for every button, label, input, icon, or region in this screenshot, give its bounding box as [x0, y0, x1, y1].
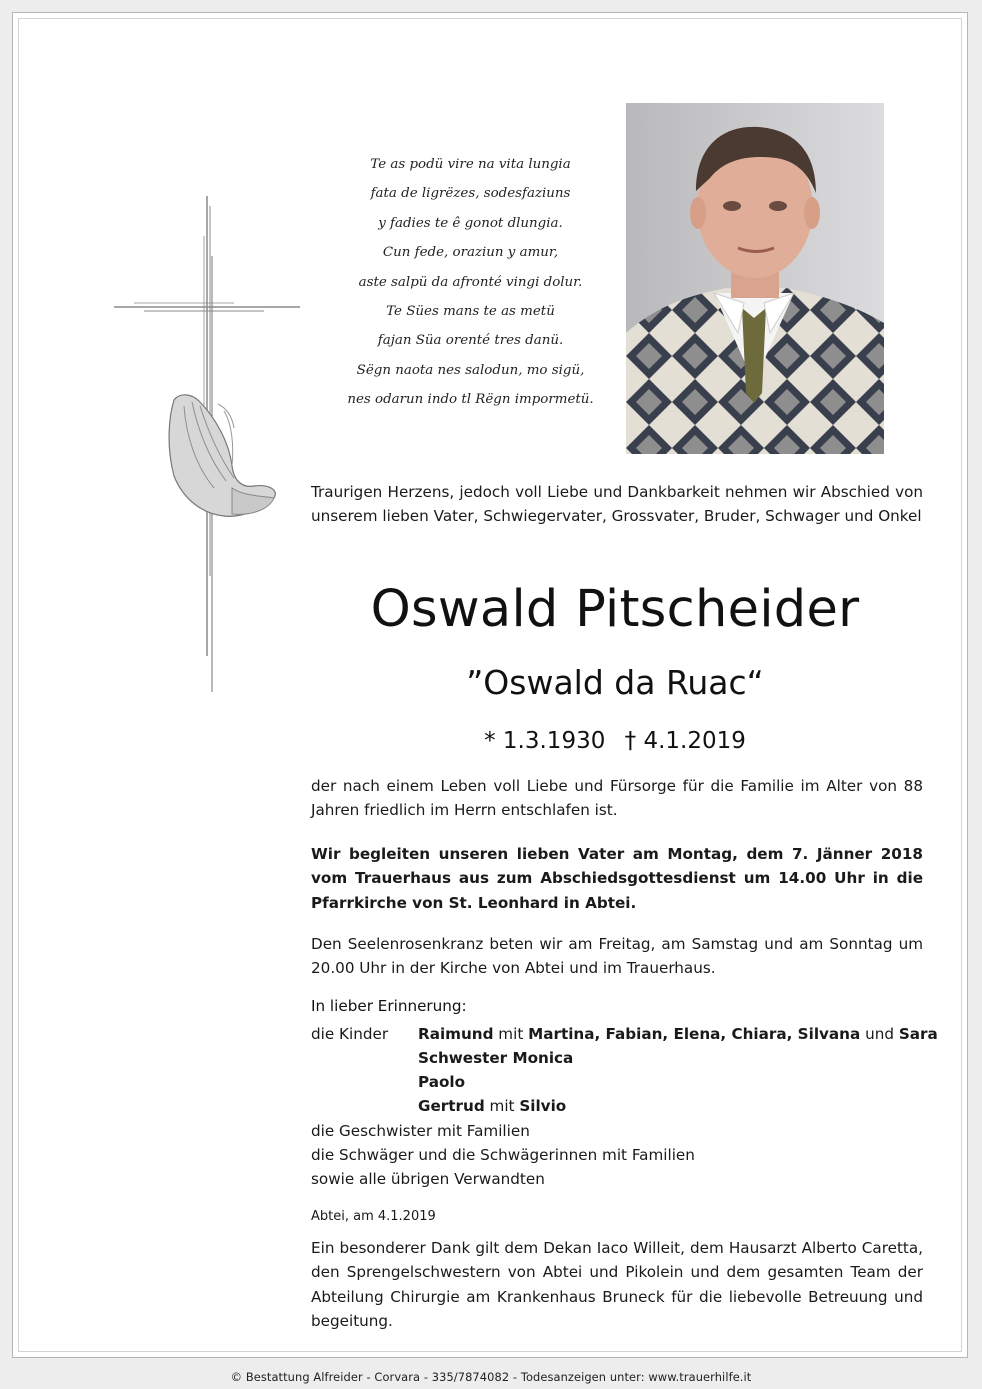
connector-text: mit	[493, 1025, 529, 1043]
deceased-name: Oswald Pitscheider	[370, 580, 860, 639]
children-label: die Kinder	[311, 1025, 389, 1043]
death-date: † 4.1.2019	[624, 728, 746, 754]
children-line	[418, 1073, 465, 1091]
cross-icon	[114, 196, 300, 692]
poem	[338, 150, 603, 415]
intro-text: Traurigen Herzens, jedoch voll Liebe und Dankbarkeit nehmen wir Abschied von unserem lieben Vater, Schwiegervater, Grossvater, Bruder, Schwager und Onkel	[311, 483, 923, 526]
family-name: Martina, Fabian, Elena, Chiara, Silvana	[528, 1025, 861, 1043]
memory-title: In lieber Erinnerung:	[311, 997, 467, 1015]
footer-copyright: © Bestattung Alfreider - Corvara - 335/7874082 - Todesanzeigen unter: www.trauerhilfe.it	[230, 1370, 752, 1384]
poem-line: Te Sües mans te as metü	[386, 304, 555, 320]
children-line	[418, 1097, 566, 1115]
relatives-line: die Geschwister mit Familien	[311, 1122, 530, 1140]
poem-line: fajan Süa orenté tres danü.	[377, 333, 564, 349]
funeral-text: Wir begleiten unseren lieben Vater am Montag, dem 7. Jänner 2018 vom Trauerhaus aus zum Abschiedsgottesdienst um 14.00 Uhr in die Pfarrkirche von St. Leonhard in Abtei.	[311, 845, 923, 912]
praying-hands-icon	[169, 395, 275, 517]
deceased-nickname: ”Oswald da Ruac“	[466, 663, 764, 702]
birth-date: * 1.3.1930	[484, 728, 606, 754]
rosary-text: Den Seelenrosenkranz beten wir am Freitag, am Samstag und am Sonntag um 20.00 Uhr in der Kirche von Abtei und im Trauerhaus.	[311, 935, 923, 978]
life-dates	[300, 728, 930, 754]
poem-line: nes odarun indo tl Rëgn impormetü.	[347, 392, 594, 408]
relatives-line: die Schwäger und die Schwägerinnen mit Familien	[311, 1146, 695, 1164]
family-name: Silvio	[519, 1097, 567, 1115]
relatives-line: sowie alle übrigen Verwandten	[311, 1170, 545, 1188]
children-line	[418, 1049, 573, 1067]
poem-line: aste salpü da afronté vingi dolur.	[358, 274, 583, 290]
family-name: Schwester Monica	[418, 1049, 574, 1067]
poem-line: Sëgn naota nes salodun, mo sigü,	[356, 362, 585, 378]
family-name: Gertrud	[418, 1097, 485, 1115]
poem-line: Cun fede, oraziun y amur,	[382, 245, 559, 261]
place-date: Abtei, am 4.1.2019	[311, 1209, 436, 1224]
family-name: Raimund	[418, 1025, 494, 1043]
portrait-photo	[626, 103, 884, 454]
passing-text: der nach einem Leben voll Liebe und Fürsorge für die Familie im Alter von 88 Jahren friedlich im Herrn entschlafen ist.	[311, 777, 923, 820]
family-name: Paolo	[418, 1073, 466, 1091]
poem-line: y fadies te ê gonot dlungia.	[378, 215, 563, 231]
family-name: Sara	[898, 1025, 938, 1043]
poem-line: fata de ligrëzes, sodesfaziuns	[370, 186, 571, 202]
poem-line: Te as podü vire na vita lungia	[370, 157, 571, 172]
connector-text: mit	[484, 1097, 520, 1115]
thanks-text: Ein besonderer Dank gilt dem Dekan Iaco Willeit, dem Hausarzt Alberto Caretta, den Sprengelschwestern von Abtei und Pikolein und dem gesamten Team der Abteilung Chirurgie am Krankenhaus Bruneck für die liebevolle Betreuung und begeitung.	[311, 1239, 923, 1330]
connector-text: und	[860, 1025, 899, 1043]
children-line	[418, 1025, 938, 1043]
